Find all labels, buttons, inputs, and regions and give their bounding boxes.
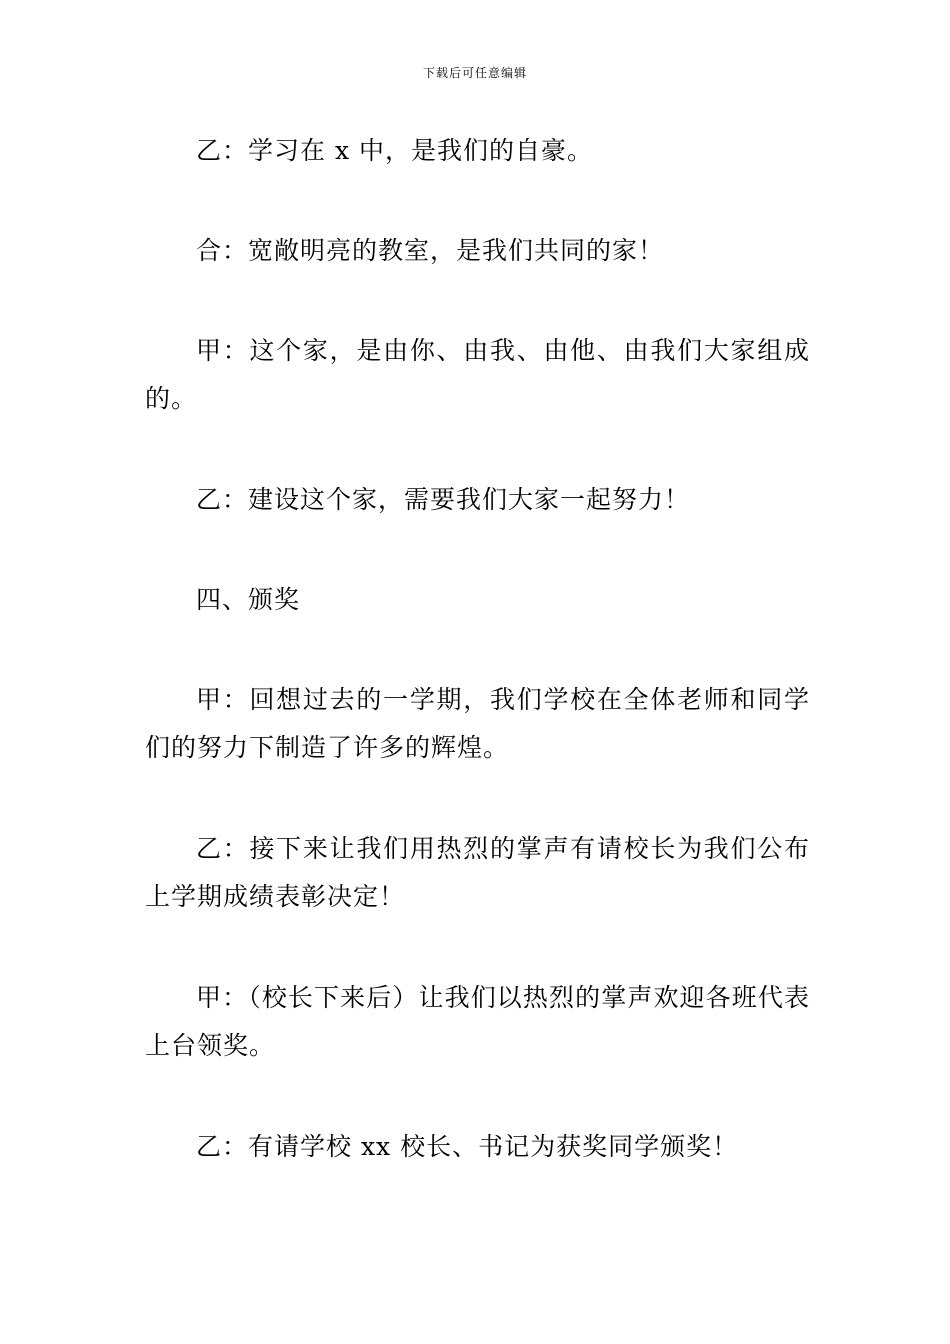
- paragraph: 乙：建设这个家，需要我们大家一起努力！: [196, 485, 691, 514]
- paragraph: 甲：这个家，是由你、由我、由他、由我们大家组成的。: [145, 336, 810, 413]
- paragraph: 乙：有请学校 xx 校长、书记为获奖同学颁奖！: [196, 1132, 739, 1161]
- section-heading: 四、颁奖: [196, 585, 301, 614]
- document-body: [145, 127, 810, 1223]
- paragraph: 甲：回想过去的一学期，我们学校在全体老师和同学们的努力下制造了许多的辉煌。: [145, 685, 810, 762]
- paragraph: 乙：学习在 x 中，是我们的自豪。: [196, 136, 593, 165]
- paragraph: 甲：（校长下来后）让我们以热烈的掌声欢迎各班代表上台领奖。: [145, 983, 810, 1060]
- paragraph: 乙：接下来让我们用热烈的掌声有请校长为我们公布上学期成绩表彰决定！: [145, 834, 810, 911]
- paragraph: 合：宽敞明亮的教室，是我们共同的家！: [196, 236, 665, 265]
- page-header: 下载后可任意编辑: [422, 66, 527, 80]
